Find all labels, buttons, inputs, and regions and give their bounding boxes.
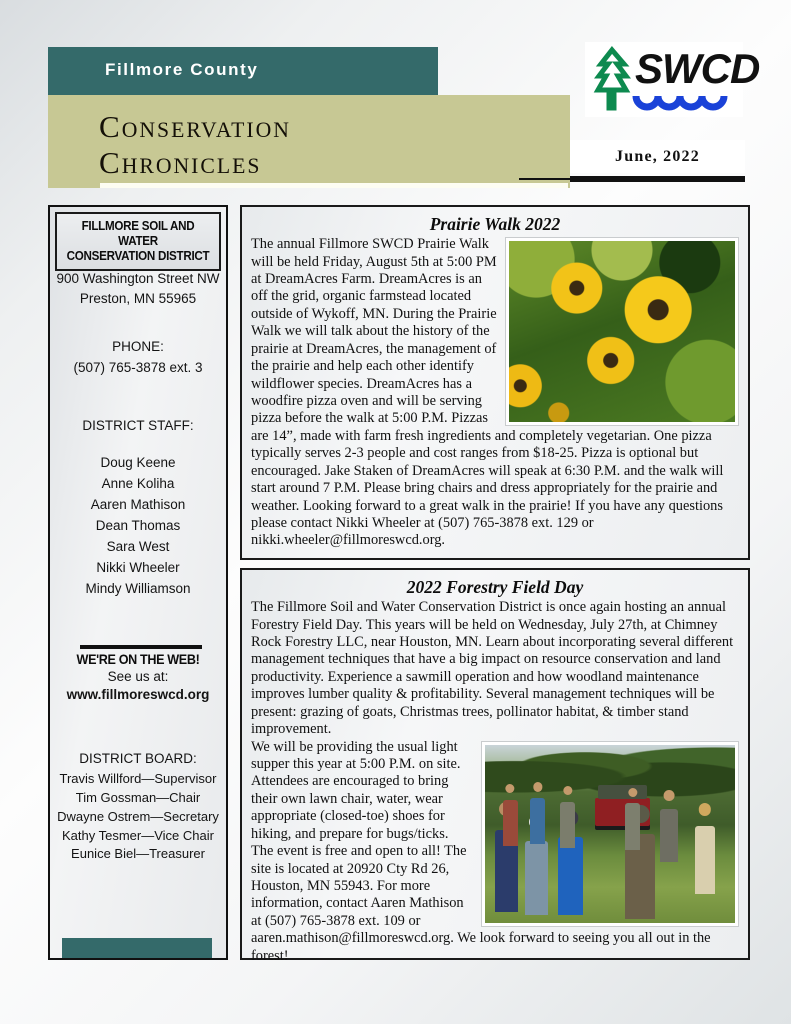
swcd-logo-text: SWCD bbox=[635, 44, 760, 92]
sidebar-staff-list bbox=[50, 453, 226, 599]
masthead-title-line1 bbox=[99, 109, 291, 145]
article-body bbox=[251, 599, 739, 965]
address-line-1: 900 Washington Street NW bbox=[56, 271, 220, 286]
photo-person-head bbox=[699, 803, 711, 815]
photo-person bbox=[625, 803, 640, 849]
photo-person bbox=[560, 802, 575, 848]
list-item: Nikki Wheeler bbox=[96, 559, 180, 575]
list-item: Tim Gossman—Chair bbox=[75, 789, 201, 805]
list-item: Doug Keene bbox=[100, 455, 176, 470]
list-item: Aaren Mathison bbox=[90, 496, 186, 512]
article-paragraph: We will be providing the usual light supper this year at 5:00 P.M. on site. Attendees are encouraged to bring their own lawn chair, water, wear appropriate (closed-toe) shoes for hiking, and prepare for bugs/ticks. The event is free and open to all! The site is located at 20920 Cty Rd 26, Houston, MN 55943. For more information, contact Aaren Mathison at (507) 765-3878 ext. 109 or aaren.mathison@fillmoreswcd.org. We look forward to seeing you all out in the forest! bbox=[251, 738, 711, 964]
article-paragraph: The Fillmore Soil and Water Conservation District is once again hosting an annual Forestry Field Day. This years will be held on Wednesday, July 27th, at Chimney Rock Forestry LLC, near Houston, MN. Learn about incorporating several different management techniques that have a big impact on resource conservation and land productivity. Experience a sawmill operation and how woodland maintenance improves lumber quality & profitability. Several management techniques will be present: grazing of goats, Christmas trees, pollinator habitat, & timber stand improvement. bbox=[251, 599, 734, 738]
masthead-teal-band bbox=[48, 47, 438, 95]
sidebar-org-name-line1: FILLMORE SOIL AND WATER bbox=[81, 219, 195, 248]
article-paragraph: The annual Fillmore SWCD Prairie Walk will be held Friday, August 5th at 5:00 PM at DreamAcres Farm. DreamAcres is an off the grid, organic farmstead located outside of Wykoff, MN. During the Prairie Walk we will talk about the history of the prairie at DreamAcres, the management of the prairie and help each other identify wildflower species. DreamAcres has a woodfire pizza oven and will be serving pizza before the walk at 5:00 P.M. Pizzas are 14”, made with farm fresh ingredients and completely vegetarian. One pizza typically serves 2-3 people and cost ranges from $18-25. Pizza is optional but encouraged. Jake Staken of DreamAcres will speak at 6:30 P.M. and the walk will start around 7 P.M. Please bring chairs and dress appropriately for the prairie and weather. Looking forward to a great walk in the prairie! If you have any questions please contact Nikki Wheeler at (507) 765-3878 ext. 129 or nikki.wheeler@fillmoreswcd.org. bbox=[251, 236, 724, 549]
article-title: 2022 Forestry Field Day bbox=[406, 577, 584, 597]
list-item: Dean Thomas bbox=[95, 517, 181, 533]
sidebar-web-subtitle: See us at: bbox=[107, 669, 169, 684]
sidebar-staff-heading: DISTRICT STAFF: bbox=[82, 418, 194, 433]
list-item: Dwayne Ostrem—Secretary bbox=[57, 808, 219, 824]
prairie-flowers-photo bbox=[506, 238, 738, 425]
list-item: Mindy Williamson bbox=[85, 580, 191, 596]
sidebar-address bbox=[50, 269, 226, 310]
conifer-tree-icon bbox=[598, 50, 626, 108]
photo-person bbox=[660, 809, 678, 862]
sidebar-board-list bbox=[50, 770, 226, 864]
photo-person bbox=[558, 837, 583, 915]
sidebar-board-heading: DISTRICT BOARD: bbox=[79, 751, 197, 766]
list-item: Kathy Tesmer—Vice Chair bbox=[62, 827, 214, 843]
sidebar-phone bbox=[50, 337, 226, 379]
list-item: Travis Willford—Supervisor bbox=[59, 771, 217, 786]
list-item: Anne Koliha bbox=[101, 475, 175, 491]
article-prairie-walk bbox=[240, 205, 750, 560]
sidebar-web-url[interactable]: www.fillmoreswcd.org bbox=[66, 686, 210, 702]
list-item: Eunice Biel—Treasurer bbox=[71, 846, 205, 862]
sidebar-web-divider bbox=[80, 645, 202, 649]
masthead-title-line1-text: CONSERVATION bbox=[99, 109, 291, 144]
sidebar-org-name-line2: CONSERVATION DISTRICT bbox=[66, 248, 210, 263]
sidebar-web-heading: WE'RE ON THE WEB! bbox=[76, 651, 200, 667]
article-title: Prairie Walk 2022 bbox=[429, 214, 561, 234]
water-waves-icon bbox=[636, 96, 724, 107]
masthead-divider-rule bbox=[100, 183, 568, 188]
masthead-khaki-band bbox=[48, 95, 570, 188]
sidebar bbox=[48, 205, 228, 960]
photo-person bbox=[530, 798, 545, 844]
date-underbar-tail bbox=[519, 178, 571, 180]
photo-person bbox=[503, 800, 518, 846]
list-item: Sara West bbox=[106, 538, 170, 554]
phone-number[interactable]: (507) 765-3878 ext. 3 bbox=[73, 359, 203, 375]
forestry-field-day-photo bbox=[482, 742, 738, 926]
article-forestry-field-day bbox=[240, 568, 750, 964]
county-label: Fillmore County bbox=[105, 60, 259, 79]
phone-label: PHONE: bbox=[112, 339, 164, 354]
swcd-logo bbox=[585, 42, 760, 117]
issue-date: June, 2022 bbox=[615, 147, 700, 165]
photo-person-head bbox=[663, 790, 674, 801]
sidebar-bottom-accent-bar bbox=[62, 938, 212, 958]
photo-person bbox=[695, 826, 715, 894]
date-underbar bbox=[570, 176, 745, 182]
masthead-title-line2-text: CHRONICLES bbox=[99, 145, 262, 180]
issue-date-box bbox=[570, 140, 745, 173]
masthead-title-line2 bbox=[99, 145, 261, 181]
sidebar-web-block bbox=[50, 651, 226, 702]
address-line-2: Preston, MN 55965 bbox=[79, 291, 197, 307]
sidebar-org-title-box bbox=[55, 212, 221, 271]
photo-person bbox=[525, 841, 548, 916]
